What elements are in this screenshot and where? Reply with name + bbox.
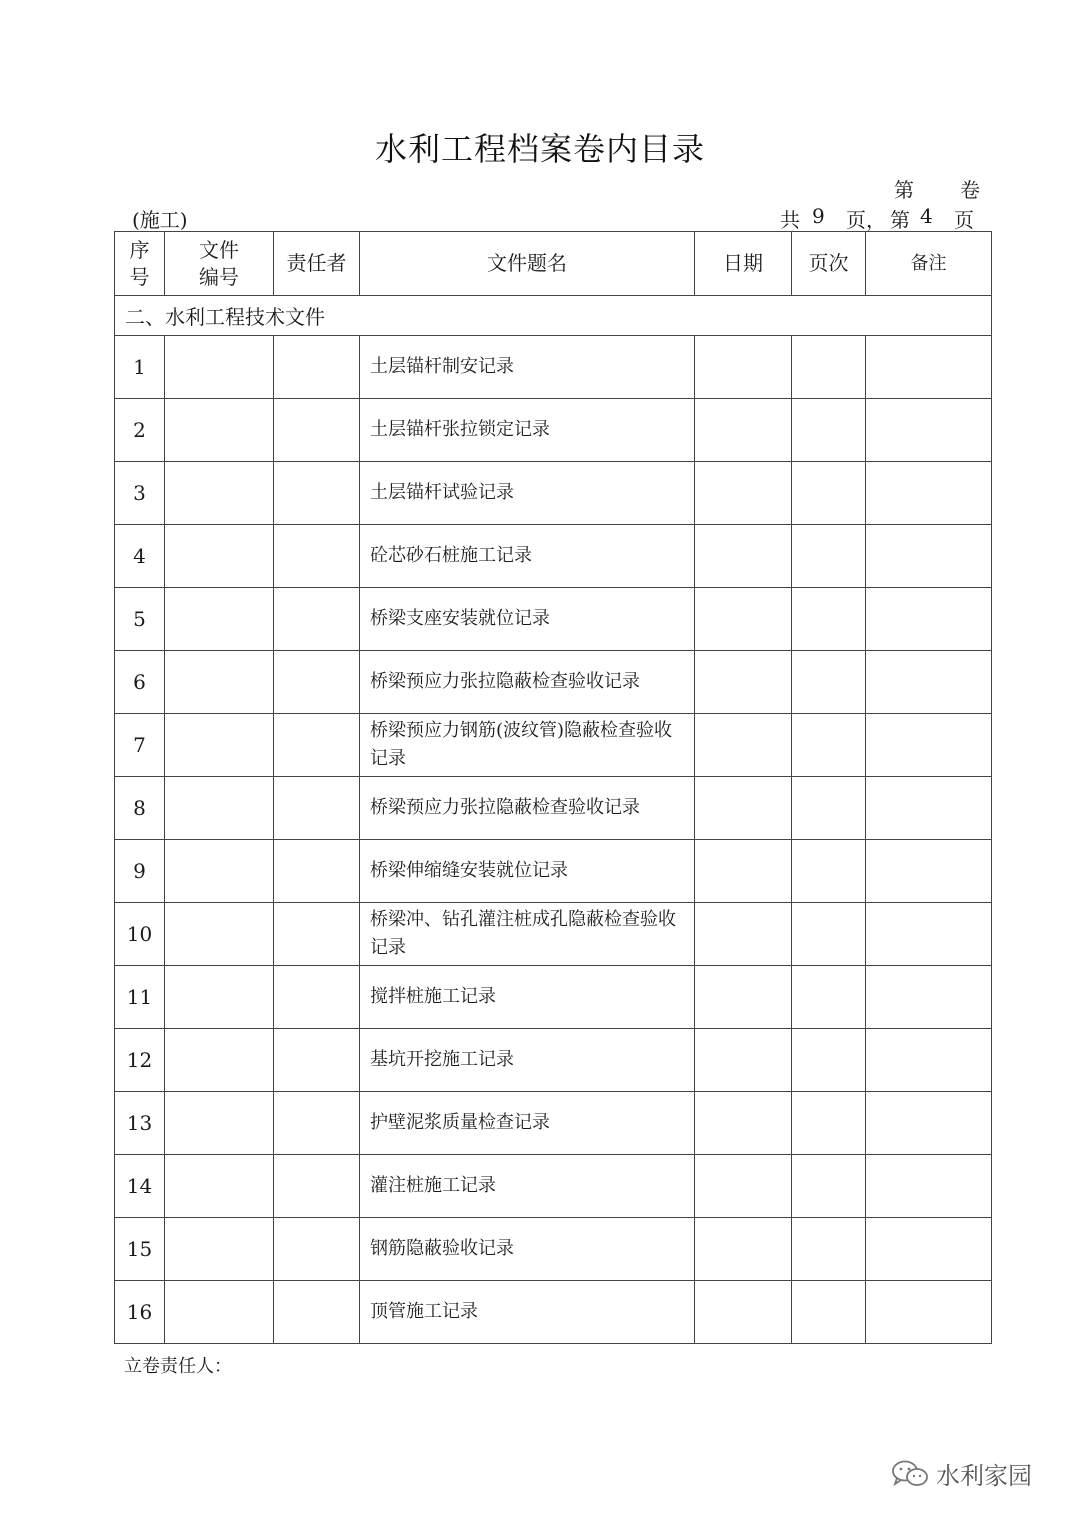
row-date xyxy=(695,840,792,903)
header-file-no xyxy=(165,232,274,296)
page-total-value: 9 xyxy=(812,204,825,228)
row-date xyxy=(695,1218,792,1281)
header-page: 页次 xyxy=(792,232,866,296)
watermark xyxy=(890,1456,1032,1491)
row-responsible xyxy=(274,714,360,777)
row-seq: 9 xyxy=(115,840,165,903)
header-file-no-line2: 编号 xyxy=(199,264,239,289)
row-date xyxy=(695,966,792,1029)
row-responsible xyxy=(274,462,360,525)
row-seq: 7 xyxy=(115,714,165,777)
row-responsible xyxy=(274,1092,360,1155)
row-date xyxy=(695,399,792,462)
page-current-value: 4 xyxy=(920,204,933,228)
table-row xyxy=(115,966,992,1029)
table-row xyxy=(115,588,992,651)
row-title: 土层锚杆试验记录 xyxy=(360,462,695,525)
wechat-icon xyxy=(890,1459,930,1489)
row-title: 基坑开挖施工记录 xyxy=(360,1029,695,1092)
row-file-no xyxy=(165,903,274,966)
row-seq: 4 xyxy=(115,525,165,588)
row-file-no xyxy=(165,1092,274,1155)
row-date xyxy=(695,714,792,777)
row-seq: 8 xyxy=(115,777,165,840)
row-date xyxy=(695,1029,792,1092)
row-title: 桥梁冲、钻孔灌注桩成孔隐蔽检查验收记录 xyxy=(360,903,695,966)
row-remark xyxy=(866,1281,992,1344)
row-remark xyxy=(866,336,992,399)
table-row xyxy=(115,1155,992,1218)
table-row xyxy=(115,336,992,399)
row-title: 土层锚杆张拉锁定记录 xyxy=(360,399,695,462)
row-seq: 3 xyxy=(115,462,165,525)
row-file-no xyxy=(165,777,274,840)
page-current-suffix: 页 xyxy=(954,208,974,232)
row-title: 桥梁支座安装就位记录 xyxy=(360,588,695,651)
volume-label-left: 第 xyxy=(894,178,914,202)
header-responsible: 责任者 xyxy=(274,232,360,296)
table-row xyxy=(115,840,992,903)
row-file-no xyxy=(165,525,274,588)
row-date xyxy=(695,588,792,651)
row-responsible xyxy=(274,966,360,1029)
row-responsible xyxy=(274,1218,360,1281)
row-date xyxy=(695,336,792,399)
row-page xyxy=(792,1218,866,1281)
page-title: 水利工程档案卷内目录 xyxy=(374,130,705,168)
header-seq-line1: 序 xyxy=(129,237,150,262)
row-date xyxy=(695,651,792,714)
row-page xyxy=(792,903,866,966)
row-file-no xyxy=(165,714,274,777)
table-row xyxy=(115,903,992,966)
row-file-no xyxy=(165,1281,274,1344)
row-date xyxy=(695,462,792,525)
row-remark xyxy=(866,714,992,777)
table-row xyxy=(115,1218,992,1281)
row-date xyxy=(695,525,792,588)
row-title: 钢筋隐蔽验收记录 xyxy=(360,1218,695,1281)
watermark-text: 水利家园 xyxy=(936,1462,1032,1490)
header-date: 日期 xyxy=(695,232,792,296)
row-date xyxy=(695,1155,792,1218)
table-row xyxy=(115,1092,992,1155)
row-seq: 6 xyxy=(115,651,165,714)
section-row xyxy=(115,296,992,336)
table-row xyxy=(115,1029,992,1092)
row-title: 桥梁预应力张拉隐蔽检查验收记录 xyxy=(360,651,695,714)
row-file-no xyxy=(165,336,274,399)
row-seq: 14 xyxy=(115,1155,165,1218)
row-page xyxy=(792,525,866,588)
row-remark xyxy=(866,651,992,714)
row-responsible xyxy=(274,399,360,462)
catalog-table xyxy=(114,231,992,1344)
row-remark xyxy=(866,1029,992,1092)
row-title: 顶管施工记录 xyxy=(360,1281,695,1344)
page-total-prefix: 共 xyxy=(780,208,800,232)
row-responsible xyxy=(274,777,360,840)
row-page xyxy=(792,1155,866,1218)
row-page xyxy=(792,462,866,525)
row-date xyxy=(695,777,792,840)
table-row xyxy=(115,777,992,840)
row-responsible xyxy=(274,651,360,714)
row-responsible xyxy=(274,840,360,903)
row-responsible xyxy=(274,336,360,399)
row-remark xyxy=(866,1218,992,1281)
header-file-no-line1: 文件 xyxy=(199,237,239,262)
row-remark xyxy=(866,462,992,525)
row-file-no xyxy=(165,651,274,714)
row-responsible xyxy=(274,588,360,651)
table-row xyxy=(115,714,992,777)
row-file-no xyxy=(165,1155,274,1218)
table-row xyxy=(115,1281,992,1344)
row-remark xyxy=(866,399,992,462)
row-page xyxy=(792,1281,866,1344)
row-seq: 12 xyxy=(115,1029,165,1092)
row-remark xyxy=(866,966,992,1029)
table-row xyxy=(115,399,992,462)
row-file-no xyxy=(165,462,274,525)
volume-label-right: 卷 xyxy=(960,178,980,202)
row-file-no xyxy=(165,966,274,1029)
row-page xyxy=(792,714,866,777)
page-current-prefix: 第 xyxy=(890,208,910,232)
row-remark xyxy=(866,1092,992,1155)
row-page xyxy=(792,966,866,1029)
row-date xyxy=(695,903,792,966)
row-seq: 5 xyxy=(115,588,165,651)
row-file-no xyxy=(165,840,274,903)
row-date xyxy=(695,1092,792,1155)
row-file-no xyxy=(165,1218,274,1281)
row-page xyxy=(792,399,866,462)
row-remark xyxy=(866,1155,992,1218)
row-responsible xyxy=(274,1281,360,1344)
row-seq: 15 xyxy=(115,1218,165,1281)
row-title: 护壁泥浆质量检查记录 xyxy=(360,1092,695,1155)
row-page xyxy=(792,777,866,840)
row-page xyxy=(792,336,866,399)
header-remark: 备注 xyxy=(866,232,992,296)
row-title: 桥梁预应力钢筋(波纹管)隐蔽检查验收记录 xyxy=(360,714,695,777)
row-date xyxy=(695,1281,792,1344)
row-seq: 10 xyxy=(115,903,165,966)
row-file-no xyxy=(165,588,274,651)
row-seq: 1 xyxy=(115,336,165,399)
table-row xyxy=(115,462,992,525)
row-seq: 11 xyxy=(115,966,165,1029)
row-title: 桥梁预应力张拉隐蔽检查验收记录 xyxy=(360,777,695,840)
row-responsible xyxy=(274,525,360,588)
row-remark xyxy=(866,840,992,903)
row-seq: 2 xyxy=(115,399,165,462)
row-page xyxy=(792,1029,866,1092)
row-remark xyxy=(866,525,992,588)
row-page xyxy=(792,840,866,903)
footer-responsible-label: 立卷责任人： xyxy=(124,1356,232,1377)
stage-label: (施工) xyxy=(132,208,188,232)
table-row xyxy=(115,525,992,588)
row-remark xyxy=(866,777,992,840)
row-remark xyxy=(866,588,992,651)
row-page xyxy=(792,651,866,714)
header-seq xyxy=(115,232,165,296)
row-page xyxy=(792,588,866,651)
section-title: 二、水利工程技术文件 xyxy=(115,296,992,336)
row-file-no xyxy=(165,1029,274,1092)
header-file-title: 文件题名 xyxy=(360,232,695,296)
page-total-suffix: 页， xyxy=(846,208,886,232)
row-remark xyxy=(866,903,992,966)
row-responsible xyxy=(274,903,360,966)
table-row xyxy=(115,651,992,714)
header-row xyxy=(115,232,992,296)
row-responsible xyxy=(274,1155,360,1218)
row-title: 搅拌桩施工记录 xyxy=(360,966,695,1029)
row-seq: 13 xyxy=(115,1092,165,1155)
header-seq-line2: 号 xyxy=(129,264,150,289)
row-title: 灌注桩施工记录 xyxy=(360,1155,695,1218)
row-title: 砼芯砂石桩施工记录 xyxy=(360,525,695,588)
row-page xyxy=(792,1092,866,1155)
row-title: 桥梁伸缩缝安装就位记录 xyxy=(360,840,695,903)
row-title: 土层锚杆制安记录 xyxy=(360,336,695,399)
row-seq: 16 xyxy=(115,1281,165,1344)
row-file-no xyxy=(165,399,274,462)
row-responsible xyxy=(274,1029,360,1092)
